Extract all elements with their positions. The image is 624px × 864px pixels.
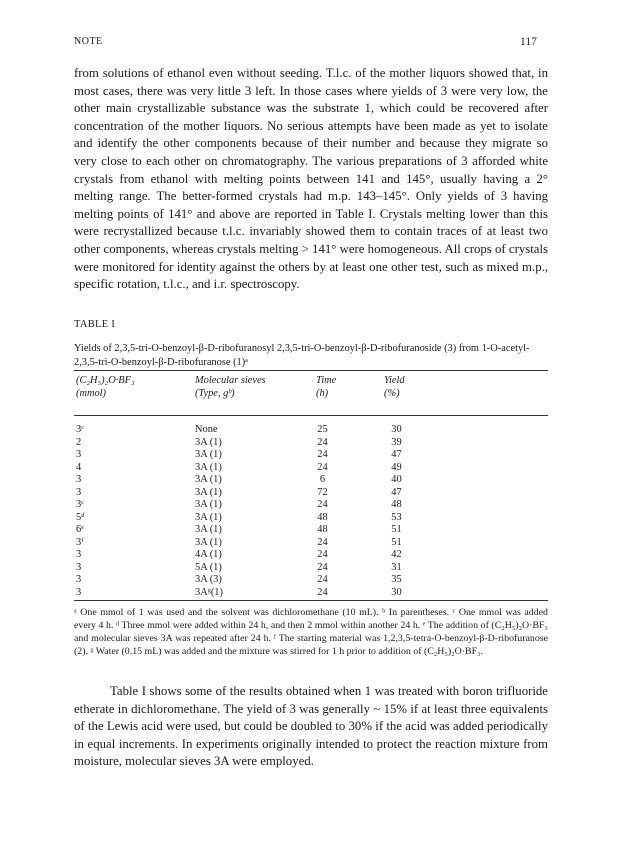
table-body <box>0 424 624 599</box>
cell-sieves: 5A (1) <box>195 561 222 573</box>
cell-time: 24 <box>317 449 328 460</box>
table-row <box>0 449 624 462</box>
cell-yield: 48 <box>391 499 402 510</box>
cell-bf3: 3ᶠ <box>76 536 84 548</box>
cell-sieves: 3A (1) <box>195 436 222 448</box>
table-row <box>0 487 624 500</box>
cell-sieves: None <box>195 424 218 435</box>
table-footnote: ᵃ One mmol of 1 was used and the solvent was dichloromethane (10 mL). ᵇ In parentheses. ᶜ One mmol was added every 4 h. ᵈ Three mmol were added within 24 h, and then 2 mmol within another 24 h. ᵉ The addition of (C₂H₅)₂O·BF₃ and molecular sieves 3A was repeated after 24 h. ᶠ The starting material was 1,2,3,5-tetra-O-benzoyl-β-D-ribofuranose (2). ᵍ Water (0.15 mL) was added and the mixture was stirred for 1 h prior to addition of (C₂H₅)₂O·BF₃. <box>74 607 548 657</box>
cell-bf3: 3 <box>76 486 82 498</box>
table-header-rule <box>74 415 548 416</box>
cell-yield: 47 <box>391 486 402 498</box>
cell-yield: 30 <box>391 424 402 435</box>
table-row <box>0 587 624 600</box>
table-bottom-rule <box>74 600 548 601</box>
cell-bf3: 3ᶜ <box>76 424 84 435</box>
cell-time: 24 <box>317 536 328 548</box>
cell-sieves: 3A (1) <box>195 486 222 498</box>
cell-time: 24 <box>317 436 328 448</box>
cell-yield: 51 <box>391 536 402 548</box>
cell-time: 48 <box>317 511 328 523</box>
table-row <box>0 574 624 587</box>
cell-bf3: 3 <box>76 549 82 560</box>
cell-time: 48 <box>317 524 328 535</box>
header-time: Time (h) <box>316 375 337 399</box>
cell-bf3: 3 <box>76 449 82 460</box>
cell-yield: 30 <box>391 586 402 598</box>
cell-time: 24 <box>317 549 328 560</box>
cell-yield: 31 <box>391 561 402 573</box>
cell-bf3: 3ᶜ <box>76 499 84 510</box>
cell-bf3: 3 <box>76 586 82 598</box>
table-row <box>0 424 624 437</box>
cell-sieves: 3A (1) <box>195 449 222 460</box>
cell-time: 24 <box>317 574 328 585</box>
cell-yield: 40 <box>391 474 402 485</box>
cell-bf3: 4 <box>76 461 82 473</box>
cell-yield: 51 <box>391 524 402 535</box>
cell-yield: 49 <box>391 461 402 473</box>
table-row <box>0 499 624 512</box>
cell-yield: 47 <box>391 449 402 460</box>
cell-sieves: 3A (1) <box>195 499 222 510</box>
cell-yield: 35 <box>391 574 402 585</box>
paragraph-2: Table I shows some of the results obtained when 1 was treated with boron trifluoride etherate in dichloromethane. The yield of 3 was generally ~ 15% if at least three equivalents of the Lewis acid were used, but could be doubled to 30% if the acid was added periodically in equal increments. In experiments originally intended to protect the reaction mixture from moisture, molecular sieves 3A were employed. <box>74 684 548 769</box>
cell-sieves: 3A (1) <box>195 474 222 485</box>
table-row <box>0 474 624 487</box>
cell-time: 72 <box>317 486 328 498</box>
cell-sieves: 3A (1) <box>195 511 222 523</box>
table-caption: Yields of 2,3,5-tri-O-benzoyl-β-D-ribofuranosyl 2,3,5-tri-O-benzoyl-β-D-ribofuranoside (3) from 1-O-acetyl-2,3,5-tri-O-benzoyl-β-D-ribofuranose (1)ᵃ <box>74 343 530 368</box>
cell-time: 24 <box>317 586 328 598</box>
cell-time: 6 <box>319 474 326 485</box>
table-row <box>0 512 624 525</box>
cell-yield: 53 <box>391 511 402 523</box>
cell-bf3: 3 <box>76 561 82 573</box>
header-sieves: Molecular sieves (Type, gᵇ) <box>195 375 266 399</box>
header-bf3: (C₂H₅)₂O·BF₃ (mmol) <box>76 375 135 399</box>
table-row <box>0 462 624 475</box>
cell-sieves: 3A (1) <box>195 536 222 548</box>
header-yield: Yield (%) <box>384 375 405 399</box>
cell-sieves: 3Aᵍ(1) <box>195 586 223 598</box>
cell-yield: 39 <box>391 436 402 448</box>
cell-sieves: 4A (1) <box>195 549 222 560</box>
running-title: NOTE <box>74 36 103 47</box>
table-label: TABLE I <box>74 319 116 330</box>
cell-sieves: 3A (3) <box>195 574 222 585</box>
paragraph-1: from solutions of ethanol even without seeding. T.l.c. of the mother liquors showed that, in most cases, there was very little 3 left. In those cases where yields of 3 were very low, the other main crystallizable substance was the substrate 1, which could be recovered after concentration of the mother liquors. No serious attempts have been made as yet to isolate and identify the other components because of their number and because they migrate so very close to each other on chromatography. The various preparations of 3 afforded white crystals from ethanol with melting points between 141 and 145°, usually having a 2° melting range. The better-formed crystals had m.p. 143–145°. Only yields of 3 having melting points of 141° and above are reported in Table I. Crystals melting lower than this were recrystallized because t.l.c. invariably showed them to contain traces of at least two other components, whereas crystals melting > 141° were homogeneous. All crops of crystals were monitored for identity against the others by at least one other test, such as mixed m.p., specific rotation, t.l.c., and i.r. spectroscopy. <box>74 66 548 292</box>
table-row <box>0 549 624 562</box>
table-row <box>0 524 624 537</box>
cell-bf3: 3 <box>76 574 82 585</box>
table-row <box>0 437 624 450</box>
cell-time: 25 <box>317 424 328 435</box>
cell-bf3: 2 <box>76 436 82 448</box>
cell-bf3: 5ᵈ <box>76 511 85 523</box>
cell-time: 24 <box>317 561 328 573</box>
cell-time: 24 <box>317 499 328 510</box>
cell-bf3: 6ᵉ <box>76 524 84 535</box>
cell-sieves: 3A (1) <box>195 524 222 535</box>
page-number: 117 <box>520 36 537 48</box>
table-top-rule <box>74 370 548 371</box>
cell-bf3: 3 <box>76 474 82 485</box>
cell-sieves: 3A (1) <box>195 461 222 473</box>
table-row <box>0 562 624 575</box>
cell-time: 24 <box>317 461 328 473</box>
table-row <box>0 537 624 550</box>
cell-yield: 42 <box>391 549 402 560</box>
